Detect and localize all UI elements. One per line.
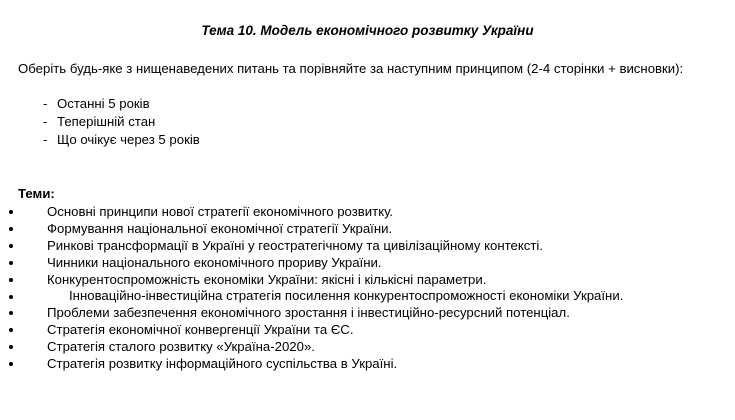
- theme-item: [0, 254, 710, 271]
- criteria-list: [43, 95, 200, 149]
- bullet-icon: [9, 328, 13, 332]
- themes-list: [0, 203, 710, 372]
- theme-item: [0, 288, 710, 304]
- theme-item: [0, 220, 710, 237]
- bullet-icon: [9, 362, 13, 366]
- bullet-icon: [9, 261, 13, 265]
- theme-text: Чинники національного економічного прориву України.: [47, 255, 382, 270]
- bullet-icon: [9, 244, 13, 248]
- theme-item: [0, 304, 710, 321]
- intro-paragraph: Оберіть будь-яке з нищенаведених питань та порівняйте за наступним принципом (2-4 сторінки + висновки):: [18, 61, 684, 76]
- document-title: Тема 10. Модель економічного розвитку України: [201, 23, 534, 38]
- theme-text: Конкурентоспроможність економіки України: якісні і кількісні параметри.: [47, 272, 487, 287]
- criteria-item: - Теперішній стан: [43, 113, 200, 131]
- theme-text: Інноваційно-інвестиційна стратегія посилення конкурентоспроможності економіки України.: [69, 288, 624, 303]
- criteria-item: - Що очікує через 5 років: [43, 131, 200, 149]
- theme-item: [0, 203, 710, 220]
- theme-text: Стратегія сталого розвитку «Україна-2020».: [47, 339, 315, 354]
- theme-text: Формування національної економічної стратегії України.: [47, 221, 393, 236]
- theme-text: Ринкові трансформації в Україні у геостратегічному та цивілізаційному контексті.: [47, 238, 544, 253]
- theme-text: Проблеми забезпечення економічного зростання і інвестиційно-ресурсний потенціал.: [47, 305, 570, 320]
- theme-text: Стратегія економічної конвергенції України та ЄС.: [47, 322, 354, 337]
- theme-text: Стратегія розвитку інформаційного суспільства в Україні.: [47, 356, 398, 371]
- theme-item: [0, 321, 710, 338]
- bullet-icon: [9, 210, 13, 214]
- bullet-icon: [9, 278, 13, 282]
- theme-item: [0, 338, 710, 355]
- criteria-item: - Останні 5 років: [43, 95, 200, 113]
- bullet-icon: [9, 295, 13, 299]
- theme-item: [0, 271, 710, 288]
- bullet-icon: [9, 345, 13, 349]
- bullet-icon: [9, 227, 13, 231]
- themes-heading: Теми:: [18, 186, 55, 201]
- bullet-icon: [9, 311, 13, 315]
- theme-item: [0, 237, 710, 254]
- theme-text: Основні принципи нової стратегії економічного розвитку.: [47, 204, 394, 219]
- theme-item: [0, 355, 710, 372]
